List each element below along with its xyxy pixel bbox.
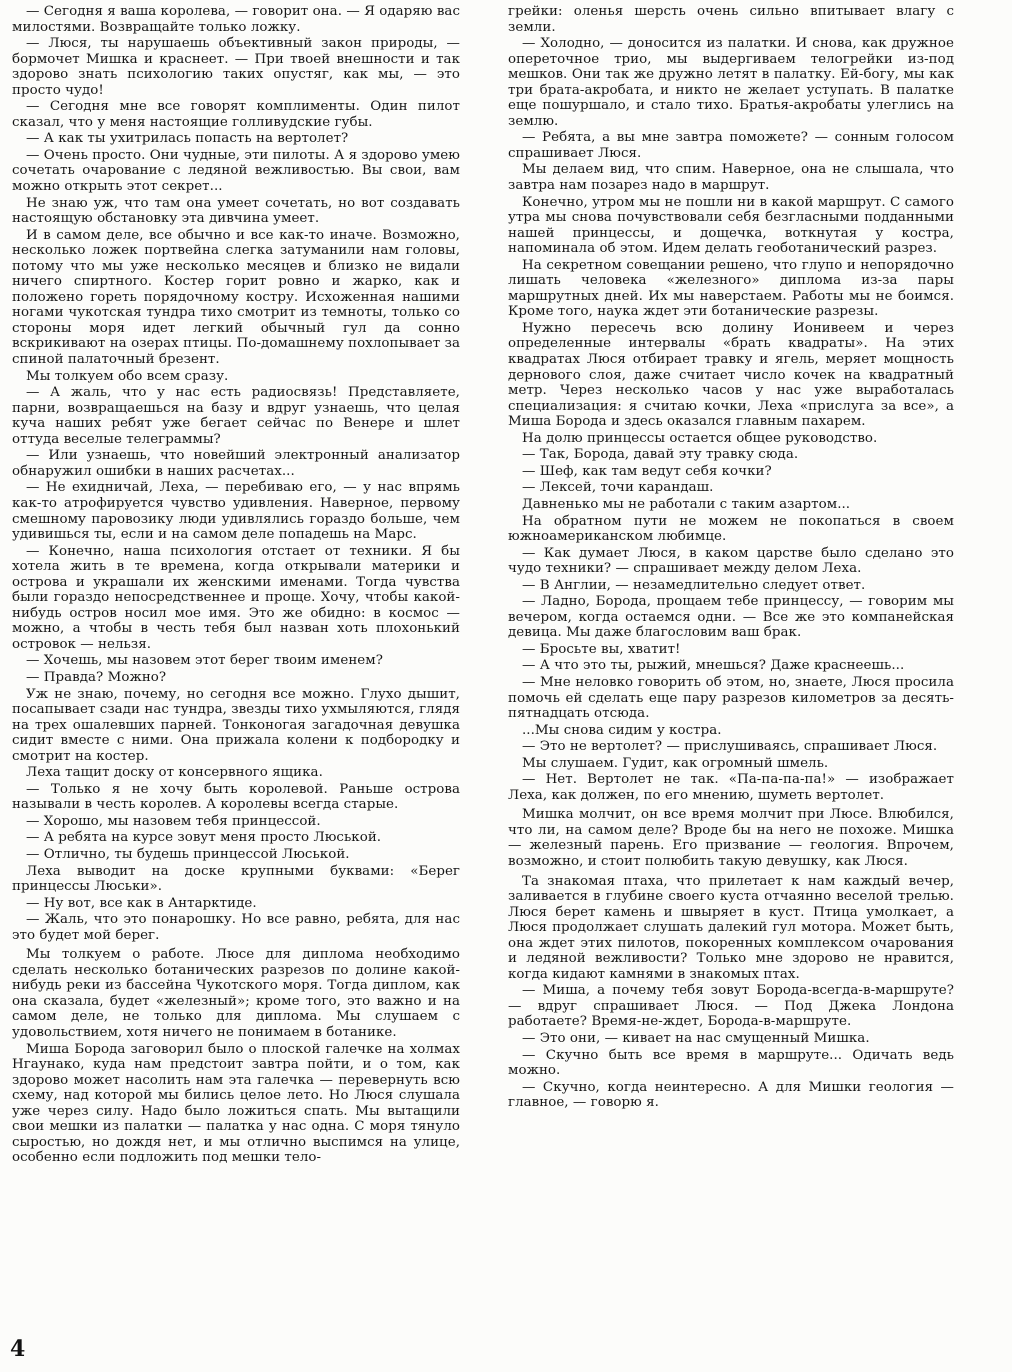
paragraph: На долю принцессы остается общее руководство.	[522, 430, 878, 446]
paragraph: — Бросьте вы, хватит!	[522, 641, 681, 657]
paragraph: — Это не вертолет? — прислушиваясь, спрашивает Люся.	[522, 739, 938, 755]
paragraph: — Сегодня мне все говорят комплименты. Один пилот сказал, что у меня настоящие голливудские губы.	[12, 99, 460, 130]
paragraph: Мы толкуем о работе. Люсе для диплома необходимо сделать несколько ботанических разрезов по долине какой-нибудь реки из бассейна Чукотского моря. Тогда диплом, как она сказала, будет «железный»; кроме того, это важно и на самом деле, не только для диплома. Мы слушаем с удовольствием, хотя ничего не понимаем в ботанике.	[12, 947, 460, 1040]
paragraph: — Нет. Вертолет не так. «Па-па-па-па!» — изображает Леха, как должен, по его мнению, шуметь вертолет.	[508, 772, 954, 803]
paragraph: Мишка молчит, он все время молчит при Люсе. Влюбился, что ли, на самом деле? Вроде бы на него не похоже. Мишка — железный парень. Его призвание — геология. Впрочем, возможно, и стоит полюбить такую девушку, как Люся.	[508, 807, 954, 869]
paragraph: — А жаль, что у нас есть радиосвязь! Представляете, парни, возвращаешься на базу и вдруг узнаешь, что целая куча наших ребят уже бегает сейчас по Венере и шлет оттуда веселые телеграммы?	[12, 385, 460, 447]
paragraph: Нужно пересечь всю долину Ионивеем и через определенные интервалы «брать квадраты». На этих квадратах Люся отбирает травку и ягель, меряет мощность дернового слоя, даже считает число кочек на квадратный метр. Через несколько часов у нас уже выработалась специализация: я считаю кочки, Леха «прислуга за все», а Миша Борода и здесь оказался главным пахарем.	[508, 320, 954, 430]
paragraph: Мы слушаем. Гудит, как огромный шмель.	[522, 755, 829, 771]
paragraph: ...Мы снова сидим у костра.	[522, 722, 722, 738]
paragraph: Уж не знаю, почему, но сегодня все можно. Глухо дышит, посапывает сзади нас тундра, звезды тихо ухмыляются, глядя на трех ошалевших парней. Тонконогая загадочная девушка сидит вместе с ними. Она прижала колени к подбородку и смотрит на костер.	[12, 686, 460, 764]
paragraph: — Или узнаешь, что новейший электронный анализатор обнаружил ошибки в наших расчетах...	[12, 448, 460, 479]
paragraph: Не знаю уж, что там она умеет сочетать, но вот создавать настоящую обстановку эта дивчина умеет.	[12, 195, 460, 227]
paragraph: — А ребята на курсе зовут меня просто Люськой.	[26, 830, 382, 846]
paragraph: Леха выводит на доске крупными буквами: «Берег принцессы Люськи».	[12, 863, 460, 895]
paragraph: — Конечно, наша психология отстает от техники. Я бы хотела жить в те времена, когда открывали материки и острова и украшали их женскими именами. Тогда чувства были гораздо непосредственнее и проще. Хочу, чтобы какой-нибудь остров носил мое имя. Это же обидно: в космос — можно, а чтобы в честь тебя был назван хоть плохонький островок — нельзя.	[12, 543, 460, 652]
paragraph: — Лексей, точи карандаш.	[522, 480, 714, 496]
paragraph: Та знакомая птаха, что прилетает к нам каждый вечер, заливается в глубине своего куста отчаянно веселой трелью. Люся берет камень и швыряет в куст. Птица умолкает, а Люся продолжает слушать далекий гул мотора. Может быть, она ждет этих пилотов, покоренных комплексом очарования и ледяной вежливости? Только мне здорово не нравится, когда кидают камнями в знакомых птах.	[508, 873, 954, 982]
paragraph: Леха тащит доску от консервного ящика.	[26, 765, 323, 781]
paragraph: — В Англии, — незамедлительно следует ответ.	[522, 577, 866, 593]
paragraph: Мы толкуем обо всем сразу.	[26, 368, 229, 384]
page-number: 4	[10, 1336, 26, 1362]
paragraph: — Люся, ты нарушаешь объективный закон природы, — бормочет Мишка и краснеет. — При твоей внешности и так здорово знать психологию таких опустяг, как мы, — это просто чудо!	[12, 36, 460, 98]
paragraph: — Хорошо, мы назовем тебя принцессой.	[26, 813, 321, 829]
paragraph: — Так, Борода, давай эту травку сюда.	[522, 447, 799, 463]
paragraph: — Ладно, Борода, прощаем тебе принцессу, — говорим мы вечером, когда остаемся одни. — Все же это компанейская девица. Мы даже благословим ваш брак.	[508, 594, 954, 641]
paragraph: — Шеф, как там ведут себя кочки?	[522, 463, 772, 479]
paragraph: — Скучно, когда неинтересно. А для Мишки геология — главное, — говорю я.	[508, 1079, 954, 1111]
paragraph: — Очень просто. Они чудные, эти пилоты. А я здорово умею сочетать очарование с ледяной вежливостью. Вы свои, вам можно открыть этот секрет...	[12, 147, 460, 195]
paragraph: — Жаль, что это понарошку. Но все равно, ребята, для нас это будет мой берег.	[12, 912, 460, 943]
paragraph: — Только я не хочу быть королевой. Раньше острова называли в честь королев. А королевы всегда старые.	[12, 781, 460, 813]
paragraph: Конечно, утром мы не пошли ни в какой маршрут. С самого утра мы снова почувствовали себя безгласными подданными нашей принцессы, и дощечка, воткнутая у костра, напоминала об этом. Идем делать геоботанический разрез.	[508, 194, 954, 257]
left-text-column	[12, 4, 460, 1314]
paragraph: Давненько мы не работали с таким азартом...	[522, 496, 851, 512]
paragraph: — Мне неловко говорить об этом, но, знаете, Люся просила помочь ей сделать еще пару разрезов километров за десять-пятнадцать отсюда.	[508, 674, 954, 722]
paragraph: — Отлично, ты будешь принцессой Люськой.	[26, 846, 350, 862]
paragraph: — Правда? Можно?	[26, 669, 167, 685]
paragraph: И в самом деле, все обычно и все как-то иначе. Возможно, несколько ложек портвейна слегка затуманили нам головы, потому что мы уже несколько месяцев и близко не видали ничего спиртного. Костер горит ровно и жарко, как и положено гореть порядочному костру. Исхоженная нашими ногами чукотская тундра тихо смотрит из темноты, только со стороны моря идет легкий обычный гул да сонно вскрикивают на озерах птицы. По-домашнему похлопывает за спиной палаточный брезент.	[12, 227, 460, 368]
paragraph: На секретном совещании решено, что глупо и непорядочно лишать человека «железного» диплома из-за пары маршрутных дней. Их мы наверстаем. Работы мы не боимся. Кроме того, наука ждет эти ботанические разрезы.	[508, 257, 954, 320]
paragraph: — Ну вот, все как в Антарктиде.	[26, 895, 257, 911]
paragraph: — А что это ты, рыжий, мнешься? Даже краснеешь...	[522, 658, 905, 674]
paragraph: — А как ты ухитрилась попасть на вертолет?	[26, 131, 349, 147]
paragraph: — Скучно быть все время в маршруте... Одичать ведь можно.	[508, 1047, 954, 1079]
paragraph: На обратном пути не можем не покопаться в своем южноамериканском любимце.	[508, 513, 954, 545]
right-text-column	[508, 4, 954, 1314]
paragraph: грейки: оленья шерсть очень сильно впитывает влагу с земли.	[508, 4, 954, 35]
paragraph: — Миша, а почему тебя зовут Борода-всегда-в-маршруте? — вдруг спрашивает Люся. — Под Джека Лондона работаете? Время-не-ждет, Борода-в-маршруте.	[508, 983, 954, 1030]
paragraph: — Это они, — кивает на нас смущенный Мишка.	[522, 1031, 870, 1046]
paragraph: Мы делаем вид, что спим. Наверное, она не слышала, что завтра нам позарез надо в маршрут.	[508, 162, 954, 194]
paragraph: — Ребята, а вы мне завтра поможете? — сонным голосом спрашивает Люся.	[508, 130, 954, 161]
paragraph: Миша Борода заговорил было о плоской галечке на холмах Нгаунако, куда нам предстоит завтра пойти, и о том, как здорово может насолить нам эта галечка — перевернуть всю схему, над которой мы бились целое лето. Но Люся слушала уже через силу. Надо было ложиться спать. Мы вытащили свои мешки из палатки — палатка у нас одна. С моря тянуло сыростью, но дождя нет, и мы отлично выспимся на улице, особенно если подложить под мешки тело-	[12, 1041, 460, 1166]
paragraph: — Холодно, — доносится из палатки. И снова, как дружное опереточное трио, мы выдергиваем телогрейки из-под мешков. Они так же дружно летят в палатку. Ей-богу, мы как три брата-акробата, и никто не желает уступать. В палатке еще пошуршало, и стало тихо. Братья-акробаты улеглись на землю.	[508, 36, 954, 129]
paragraph: — Как думает Люся, в каком царстве было сделано это чудо техники? — спрашивает между делом Леха.	[508, 545, 954, 577]
paragraph: — Не ехидничай, Леха, — перебиваю его, — у нас впрямь как-то атрофируется чувство удивления. Наверное, первому смешному паровозику люди удивлялись гораздо больше, чем удивишься ты, если и на самом деле попадешь на Марс.	[12, 480, 460, 543]
paragraph: — Сегодня я ваша королева, — говорит она. — Я одаряю вас милостями. Возвращайте только ложку.	[12, 4, 460, 35]
paragraph: — Хочешь, мы назовем этот берег твоим именем?	[26, 653, 383, 669]
